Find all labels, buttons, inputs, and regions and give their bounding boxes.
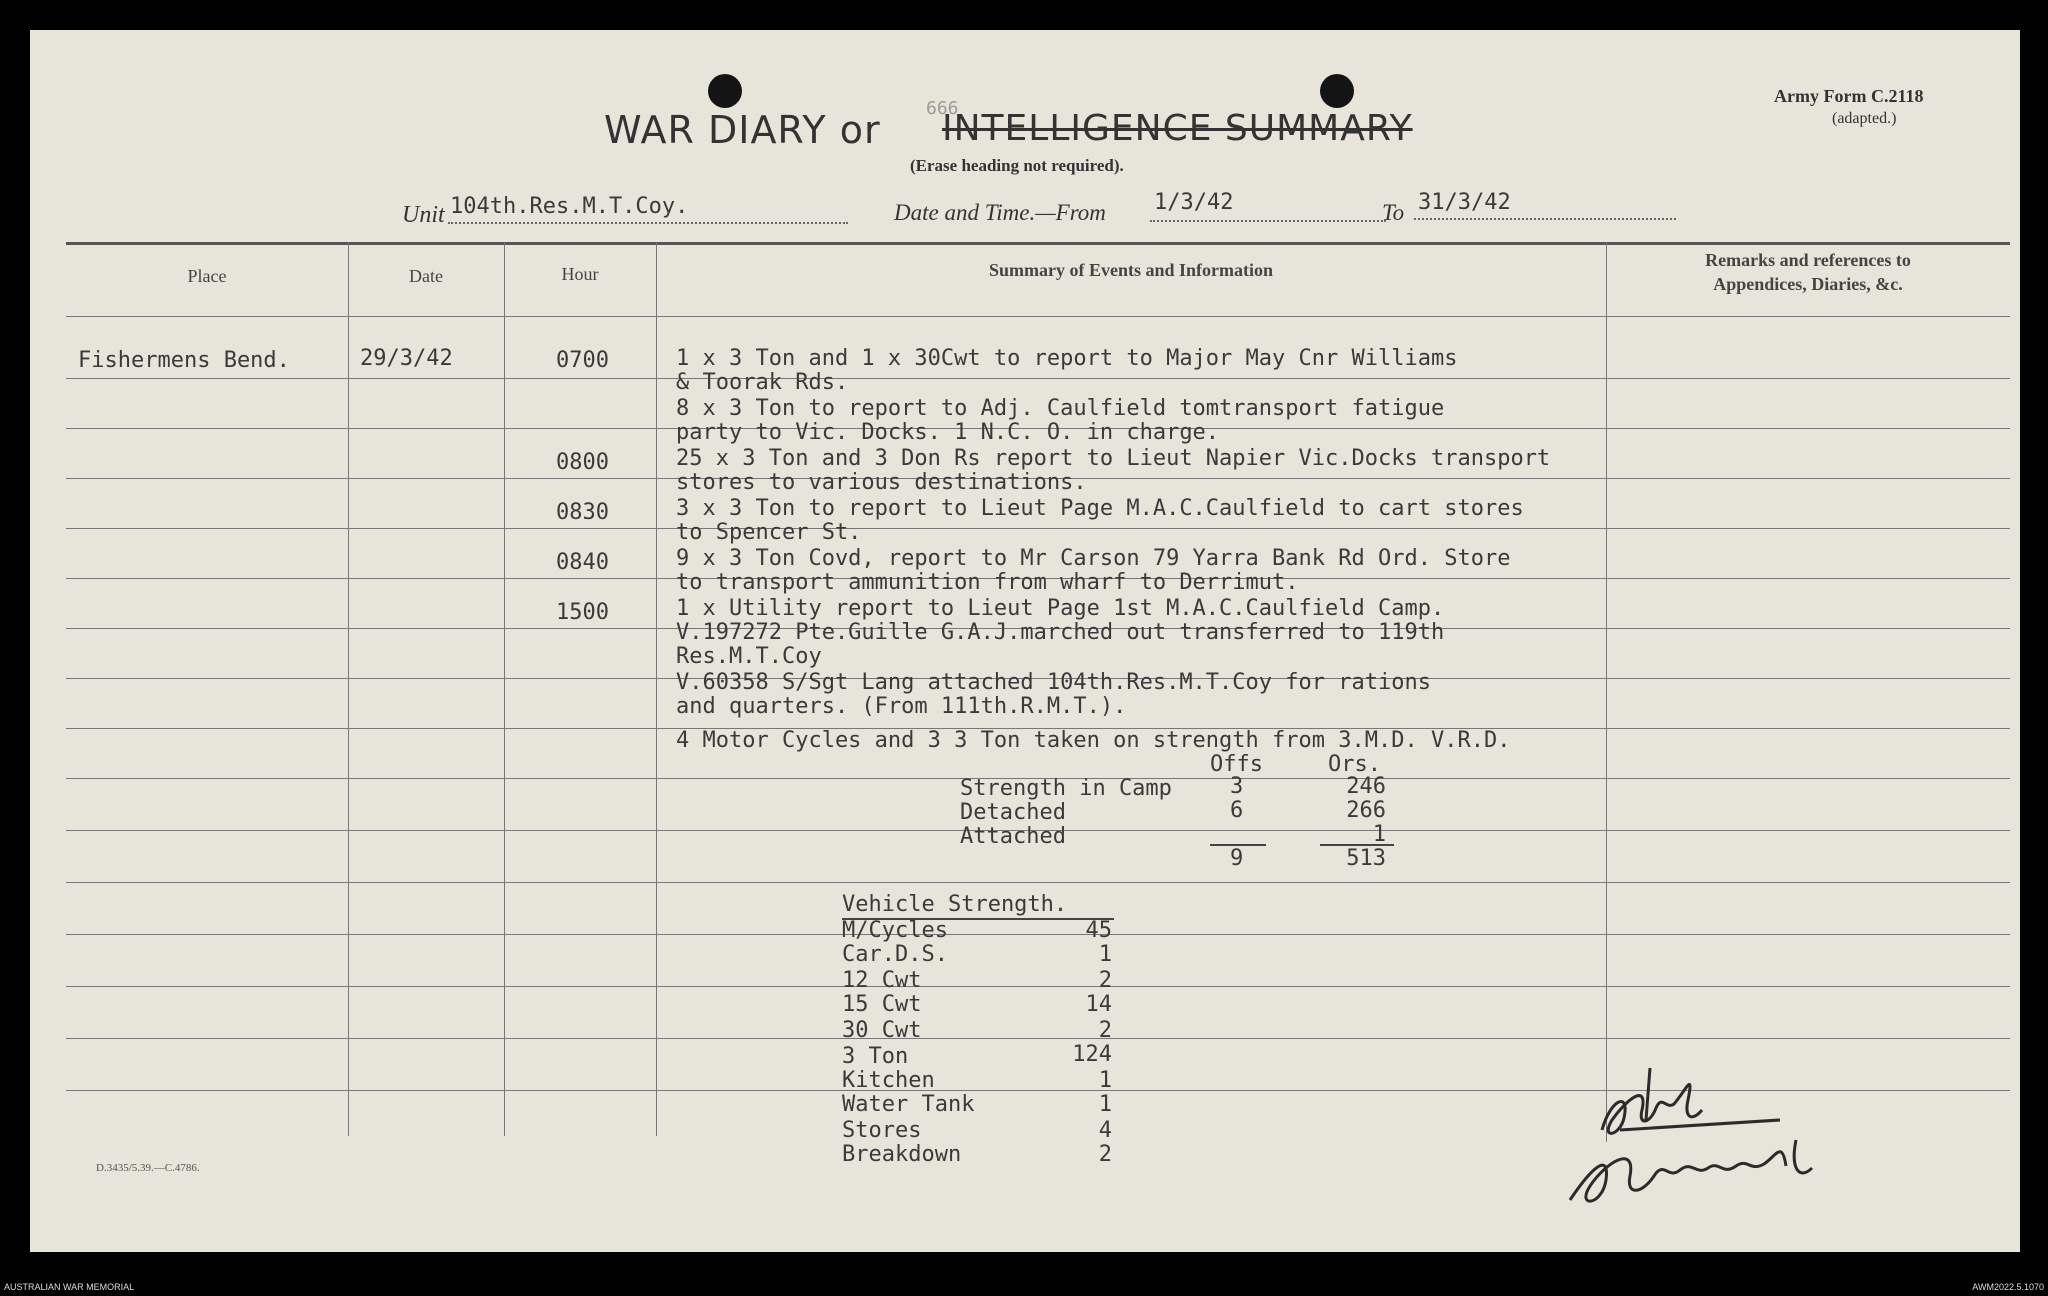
column-place: Place bbox=[187, 266, 227, 286]
strength-row-ors: 1 bbox=[1372, 822, 1386, 847]
summary-line: 9 x 3 Ton Covd, report to Mr Carson 79 Yarra Bank Rd Ord. Store bbox=[676, 546, 1511, 571]
signature-name-icon bbox=[1550, 1110, 1850, 1220]
summary-line: 4 Motor Cycles and 3 3 Ton taken on strength from 3.M.D. V.R.D. bbox=[676, 728, 1511, 753]
entry-hour: 0700 bbox=[556, 348, 609, 373]
vehicle-count: 2 bbox=[1098, 1142, 1112, 1167]
vehicle-label: 3 Ton bbox=[842, 1044, 909, 1069]
summary-line: 25 x 3 Ton and 3 Don Rs report to Lieut Napier Vic.Docks transport bbox=[676, 446, 1551, 471]
vehicle-label: 15 Cwt bbox=[842, 992, 922, 1017]
vehicle-label: 30 Cwt bbox=[842, 1018, 922, 1043]
entry-place: Fishermens Bend. bbox=[78, 348, 290, 373]
vehicle-count: 2 bbox=[1098, 1018, 1112, 1043]
vehicle-label: Stores bbox=[842, 1118, 922, 1143]
strength-row-label: Attached bbox=[960, 824, 1066, 849]
entry-hour: 0830 bbox=[556, 500, 609, 525]
summary-line: Res.M.T.Coy bbox=[676, 644, 822, 669]
summary-line: V.197272 Pte.Guille G.A.J.marched out transferred to 119th bbox=[676, 620, 1445, 645]
vehicle-count: 4 bbox=[1098, 1118, 1112, 1143]
strength-row-ors: 266 bbox=[1346, 798, 1386, 823]
punch-hole-right bbox=[1320, 74, 1354, 108]
unit-value: 104th.Res.M.T.Coy. bbox=[450, 194, 689, 219]
form-code: D.3435/5.39.—C.4786. bbox=[96, 1162, 200, 1174]
date-label: Date and Time.—From bbox=[894, 200, 1106, 225]
footer-left: AUSTRALIAN WAR MEMORIAL bbox=[4, 1282, 135, 1292]
entry-hour: 1500 bbox=[556, 600, 609, 625]
vehicle-count: 1 bbox=[1098, 1092, 1112, 1117]
column-remarks: Remarks and references to Appendices, Diaries, &c. bbox=[1705, 250, 1911, 294]
vehicle-label: M/Cycles bbox=[842, 918, 948, 943]
strength-row-offs: 6 bbox=[1230, 798, 1244, 823]
summary-line: 3 x 3 Ton to report to Lieut Page M.A.C.Caulfield to cart stores bbox=[676, 496, 1524, 521]
date-from: 1/3/42 bbox=[1154, 190, 1234, 215]
diary-page bbox=[30, 30, 2020, 1252]
vehicle-count: 2 bbox=[1098, 968, 1112, 993]
vehicle-label: 12 Cwt bbox=[842, 968, 922, 993]
strength-row-label: Strength in Camp bbox=[960, 776, 1172, 801]
vehicle-count: 124 bbox=[1072, 1042, 1112, 1067]
strength-total-offs: 9 bbox=[1230, 846, 1244, 871]
summary-line: & Toorak Rds. bbox=[676, 370, 849, 395]
summary-line: to Spencer St. bbox=[676, 520, 862, 545]
footer-right: AWM2022.5.1070 bbox=[1972, 1282, 2044, 1292]
summary-line: to transport ammunition from wharf to Derrimut. bbox=[676, 570, 1299, 595]
summary-line: party to Vic. Docks. 1 N.C. O. in charge. bbox=[676, 420, 1220, 445]
summary-line: and quarters. (From 111th.R.M.T.). bbox=[676, 694, 1127, 719]
entry-hour: 0800 bbox=[556, 450, 609, 475]
summary-line: V.60358 S/Sgt Lang attached 104th.Res.M.T.Coy for rations bbox=[676, 670, 1431, 695]
strength-row-ors: 246 bbox=[1346, 774, 1386, 799]
strength-offs-header: Offs bbox=[1210, 752, 1263, 777]
column-summary: Summary of Events and Information bbox=[988, 260, 1274, 280]
vehicle-count: 1 bbox=[1098, 942, 1112, 967]
summary-line: 8 x 3 Ton to report to Adj. Caulfield tomtransport fatigue bbox=[676, 396, 1445, 421]
strength-row-offs: 3 bbox=[1230, 774, 1244, 799]
vehicle-count: 14 bbox=[1085, 992, 1112, 1017]
date-to: 31/3/42 bbox=[1418, 190, 1511, 215]
adapted-label: (adapted.) bbox=[1832, 110, 1897, 127]
entry-date: 29/3/42 bbox=[360, 346, 453, 371]
vehicle-count: 1 bbox=[1098, 1068, 1112, 1093]
title-intelligence-summary: INTELLIGENCE SUMMARY bbox=[942, 108, 1413, 149]
entry-hour: 0840 bbox=[556, 550, 609, 575]
strength-ors-header: Ors. bbox=[1328, 752, 1381, 777]
strength-total-ors: 513 bbox=[1346, 846, 1386, 871]
vehicle-strength-title: Vehicle Strength. bbox=[842, 892, 1068, 917]
army-form-label: Army Form C.2118 bbox=[1774, 86, 1924, 106]
erase-note: (Erase heading not required). bbox=[910, 156, 1124, 175]
vehicle-label: Breakdown bbox=[842, 1142, 962, 1167]
vehicle-label: Water Tank bbox=[842, 1092, 975, 1117]
pencil-number: 666 bbox=[926, 98, 959, 119]
summary-line: stores to various destinations. bbox=[676, 470, 1087, 495]
summary-line: 1 x Utility report to Lieut Page 1st M.A.C.Caulfield Camp. bbox=[676, 596, 1445, 621]
to-label: To bbox=[1382, 200, 1405, 225]
vehicle-label: Kitchen bbox=[842, 1068, 935, 1093]
unit-label: Unit bbox=[402, 202, 445, 228]
summary-line: 1 x 3 Ton and 1 x 30Cwt to report to Major May Cnr Williams bbox=[676, 346, 1458, 371]
column-hour: Hour bbox=[561, 264, 599, 284]
column-date: Date bbox=[409, 266, 443, 286]
punch-hole-left bbox=[708, 74, 742, 108]
strength-row-label: Detached bbox=[960, 800, 1066, 825]
title-war-diary: WAR DIARY or bbox=[604, 108, 881, 152]
vehicle-label: Car.D.S. bbox=[842, 942, 948, 967]
vehicle-count: 45 bbox=[1085, 918, 1112, 943]
